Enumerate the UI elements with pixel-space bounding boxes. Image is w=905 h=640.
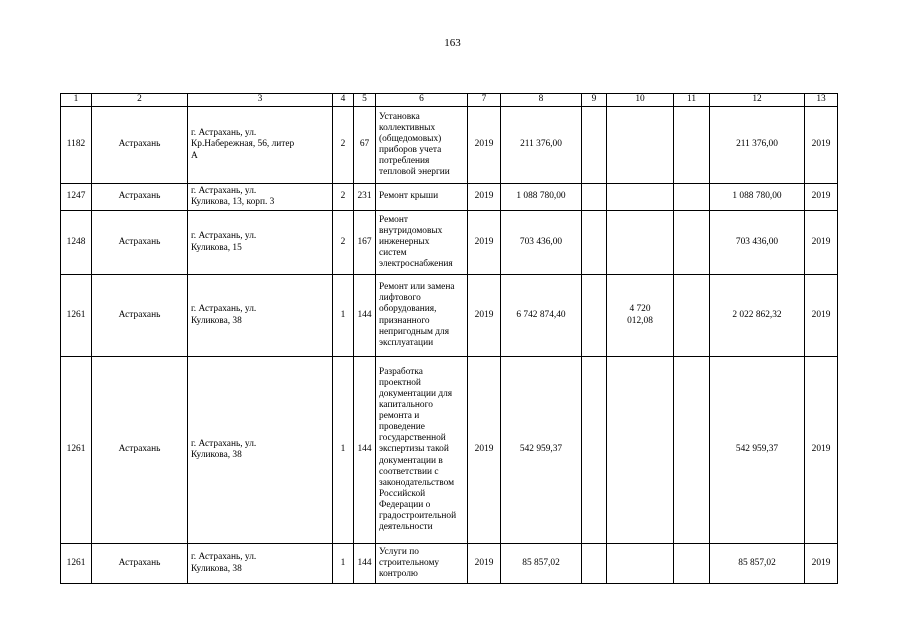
city: Астрахань <box>92 544 188 584</box>
col-10 <box>607 544 674 584</box>
city: Астрахань <box>92 184 188 211</box>
header-cell: 10 <box>607 94 674 107</box>
row-number: 1248 <box>61 211 92 275</box>
col-10 <box>607 107 674 184</box>
col-4: 1 <box>333 357 354 544</box>
row-number: 1261 <box>61 357 92 544</box>
end-year: 2019 <box>805 184 838 211</box>
col-4: 1 <box>333 544 354 584</box>
table-row <box>61 275 838 357</box>
header-cell: 8 <box>501 94 582 107</box>
row-number: 1261 <box>61 275 92 357</box>
col-5: 144 <box>354 544 376 584</box>
city: Астрахань <box>92 211 188 275</box>
row-number: 1261 <box>61 544 92 584</box>
header-cell: 5 <box>354 94 376 107</box>
col-11 <box>674 184 710 211</box>
work-type: Ремонт крыши <box>376 184 468 211</box>
work-type: Услуги по строительному контролю <box>376 544 468 584</box>
col-12: 2 022 862,32 <box>710 275 805 357</box>
address: г. Астрахань, ул. Куликова, 38 <box>188 275 333 357</box>
end-year: 2019 <box>805 357 838 544</box>
total-cost: 211 376,00 <box>501 107 582 184</box>
total-cost: 85 857,02 <box>501 544 582 584</box>
end-year: 2019 <box>805 107 838 184</box>
header-cell: 2 <box>92 94 188 107</box>
header-cell: 4 <box>333 94 354 107</box>
table-row <box>61 357 838 544</box>
col-11 <box>674 357 710 544</box>
total-cost: 6 742 874,40 <box>501 275 582 357</box>
total-cost: 1 088 780,00 <box>501 184 582 211</box>
city: Астрахань <box>92 275 188 357</box>
row-number: 1182 <box>61 107 92 184</box>
work-type: Ремонт внутридомовых инженерных систем электроснабжения <box>376 211 468 275</box>
total-cost: 542 959,37 <box>501 357 582 544</box>
col-9 <box>582 357 607 544</box>
col-5: 144 <box>354 357 376 544</box>
header-cell: 1 <box>61 94 92 107</box>
col-5: 167 <box>354 211 376 275</box>
col-11 <box>674 211 710 275</box>
city: Астрахань <box>92 357 188 544</box>
table-row <box>61 184 838 211</box>
address: г. Астрахань, ул. Куликова, 38 <box>188 544 333 584</box>
col-9 <box>582 107 607 184</box>
col-10 <box>607 184 674 211</box>
capital-repair-table <box>60 93 838 584</box>
table-row <box>61 211 838 275</box>
address: г. Астрахань, ул. Кр.Набережная, 56, литер А <box>188 107 333 184</box>
header-cell: 11 <box>674 94 710 107</box>
col-9 <box>582 275 607 357</box>
end-year: 2019 <box>805 275 838 357</box>
row-number: 1247 <box>61 184 92 211</box>
col-9 <box>582 544 607 584</box>
header-cell: 3 <box>188 94 333 107</box>
address: г. Астрахань, ул. Куликова, 15 <box>188 211 333 275</box>
header-cell: 12 <box>710 94 805 107</box>
year: 2019 <box>468 107 501 184</box>
work-type: Ремонт или замена лифтового оборудования, признанного непригодным для эксплуатации <box>376 275 468 357</box>
col-4: 2 <box>333 211 354 275</box>
work-type: Установка коллективных (общедомовых) приборов учета потребления тепловой энергии <box>376 107 468 184</box>
col-9 <box>582 184 607 211</box>
col-10 <box>607 357 674 544</box>
year: 2019 <box>468 275 501 357</box>
col-5: 67 <box>354 107 376 184</box>
end-year: 2019 <box>805 211 838 275</box>
total-cost: 703 436,00 <box>501 211 582 275</box>
col-11 <box>674 544 710 584</box>
col-12: 703 436,00 <box>710 211 805 275</box>
col-5: 144 <box>354 275 376 357</box>
col-12: 1 088 780,00 <box>710 184 805 211</box>
col-4: 2 <box>333 184 354 211</box>
header-cell: 7 <box>468 94 501 107</box>
page-number: 163 <box>444 37 461 49</box>
col-10: 4 720 012,08 <box>607 275 674 357</box>
header-cell: 9 <box>582 94 607 107</box>
col-9 <box>582 211 607 275</box>
col-12: 211 376,00 <box>710 107 805 184</box>
col-4: 1 <box>333 275 354 357</box>
col-11 <box>674 275 710 357</box>
address: г. Астрахань, ул. Куликова, 38 <box>188 357 333 544</box>
year: 2019 <box>468 184 501 211</box>
header-cell: 13 <box>805 94 838 107</box>
col-12: 85 857,02 <box>710 544 805 584</box>
col-4: 2 <box>333 107 354 184</box>
work-type: Разработка проектной документации для капитального ремонта и проведение государственной экспертизы такой документации в соответствии с законодательством Российской Федерации о градостроительной деятельности <box>376 357 468 544</box>
table-row <box>61 544 838 584</box>
header-row <box>61 94 838 107</box>
table-row <box>61 107 838 184</box>
col-12: 542 959,37 <box>710 357 805 544</box>
address: г. Астрахань, ул. Куликова, 13, корп. 3 <box>188 184 333 211</box>
end-year: 2019 <box>805 544 838 584</box>
city: Астрахань <box>92 107 188 184</box>
col-5: 231 <box>354 184 376 211</box>
year: 2019 <box>468 357 501 544</box>
year: 2019 <box>468 544 501 584</box>
col-11 <box>674 107 710 184</box>
col-10 <box>607 211 674 275</box>
header-cell: 6 <box>376 94 468 107</box>
year: 2019 <box>468 211 501 275</box>
